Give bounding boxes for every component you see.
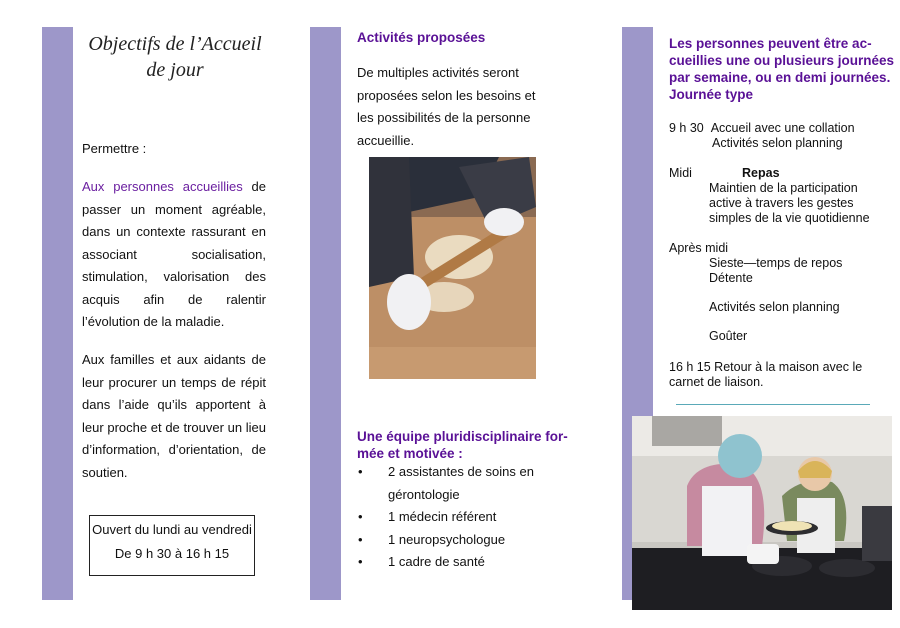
schedule-title: Repas <box>742 166 780 180</box>
persons-paragraph <box>82 176 266 334</box>
schedule-afternoon <box>669 241 889 344</box>
team-item <box>358 506 558 529</box>
persons-paragraph-rest: de passer un moment agréable, dans un contexte rassurant en associant socialisation, stimulation, valorisation des acquis afin de ralentir l’évolution de la maladie. <box>82 179 266 329</box>
bullet: • <box>358 531 363 547</box>
right-heading-line4: Journée type <box>669 87 754 102</box>
right-heading-line3: par semaine, ou en demi journées. <box>669 70 891 85</box>
team-item <box>358 551 558 574</box>
team-item-line1: 1 neuropsychologue <box>388 531 506 547</box>
schedule-item: carnet de liaison. <box>669 375 764 389</box>
team-item-line1: 1 cadre de santé <box>388 554 485 569</box>
schedule-noon <box>669 166 889 226</box>
schedule-item: simples de la vie quotidienne <box>709 211 870 225</box>
bullet: • <box>358 464 363 479</box>
intro-text: Permettre : <box>82 141 147 156</box>
opening-hours: De 9 h 30 à 16 h 15 <box>114 546 230 561</box>
opening-hours-box <box>89 515 255 576</box>
activities-title: Activités proposées <box>357 30 486 45</box>
schedule-time: Midi <box>669 166 692 180</box>
cooking-activity-photo <box>632 416 892 610</box>
schedule-item: Goûter <box>709 329 748 343</box>
team-item <box>358 529 558 552</box>
team-item <box>358 461 558 506</box>
team-item-line1: 1 médecin référent <box>388 509 497 524</box>
divider-line <box>676 404 870 405</box>
baking-activity-photo <box>369 157 536 379</box>
team-title-line1: Une équipe pluridisciplinaire for- <box>357 429 568 444</box>
bullet: • <box>358 554 363 569</box>
right-heading <box>669 35 894 103</box>
team-title-line2: mée et motivée : <box>357 446 463 461</box>
schedule-item: Activités selon planning <box>709 300 840 314</box>
families-paragraph: Aux familles et aux aidants de leur procurer un temps de répit dans l’aide qu’ils apportent à leur proche et de trouver un lieu d’information, d’orientation, de soutien. <box>82 352 266 480</box>
schedule-item: Accueil avec une collation <box>710 121 855 135</box>
team-title <box>357 428 568 462</box>
schedule-item: Activités selon planning <box>712 136 843 150</box>
right-heading-line2: cueillies une ou plusieurs journées <box>669 53 895 68</box>
schedule-item: 16 h 15 Retour à la maison avec le <box>669 360 863 374</box>
schedule-item: active à travers les gestes <box>709 196 854 210</box>
schedule-return <box>669 360 889 390</box>
persons-highlight: Aux personnes accueillies <box>82 179 243 194</box>
activities-text: De multiples activités seront proposées selon les besoins et les possibilités de la personne accueillie. <box>357 65 536 148</box>
schedule-item: Sieste—temps de repos <box>709 256 843 270</box>
objectives-title <box>78 31 272 83</box>
bullet: • <box>358 509 363 524</box>
objectives-title-line1: Objectifs de l’Accueil <box>88 33 262 55</box>
schedule-time: Après midi <box>669 241 729 255</box>
team-list <box>358 461 558 574</box>
opening-days: Ouvert du lundi au vendredi <box>92 522 252 537</box>
team-item-line2: gérontologie <box>388 486 460 502</box>
schedule-item: Maintien de la participation <box>709 181 858 195</box>
team-item-line1: 2 assistantes de soins en <box>388 464 534 479</box>
middle-column-bar <box>310 27 341 600</box>
left-column-bar <box>42 27 73 600</box>
schedule-morning <box>669 121 889 151</box>
objectives-title-line2: de jour <box>146 59 204 81</box>
right-heading-line1: Les personnes peuvent être ac- <box>669 36 872 51</box>
schedule-item: Détente <box>709 271 753 285</box>
schedule-time: 9 h 30 <box>669 121 704 135</box>
